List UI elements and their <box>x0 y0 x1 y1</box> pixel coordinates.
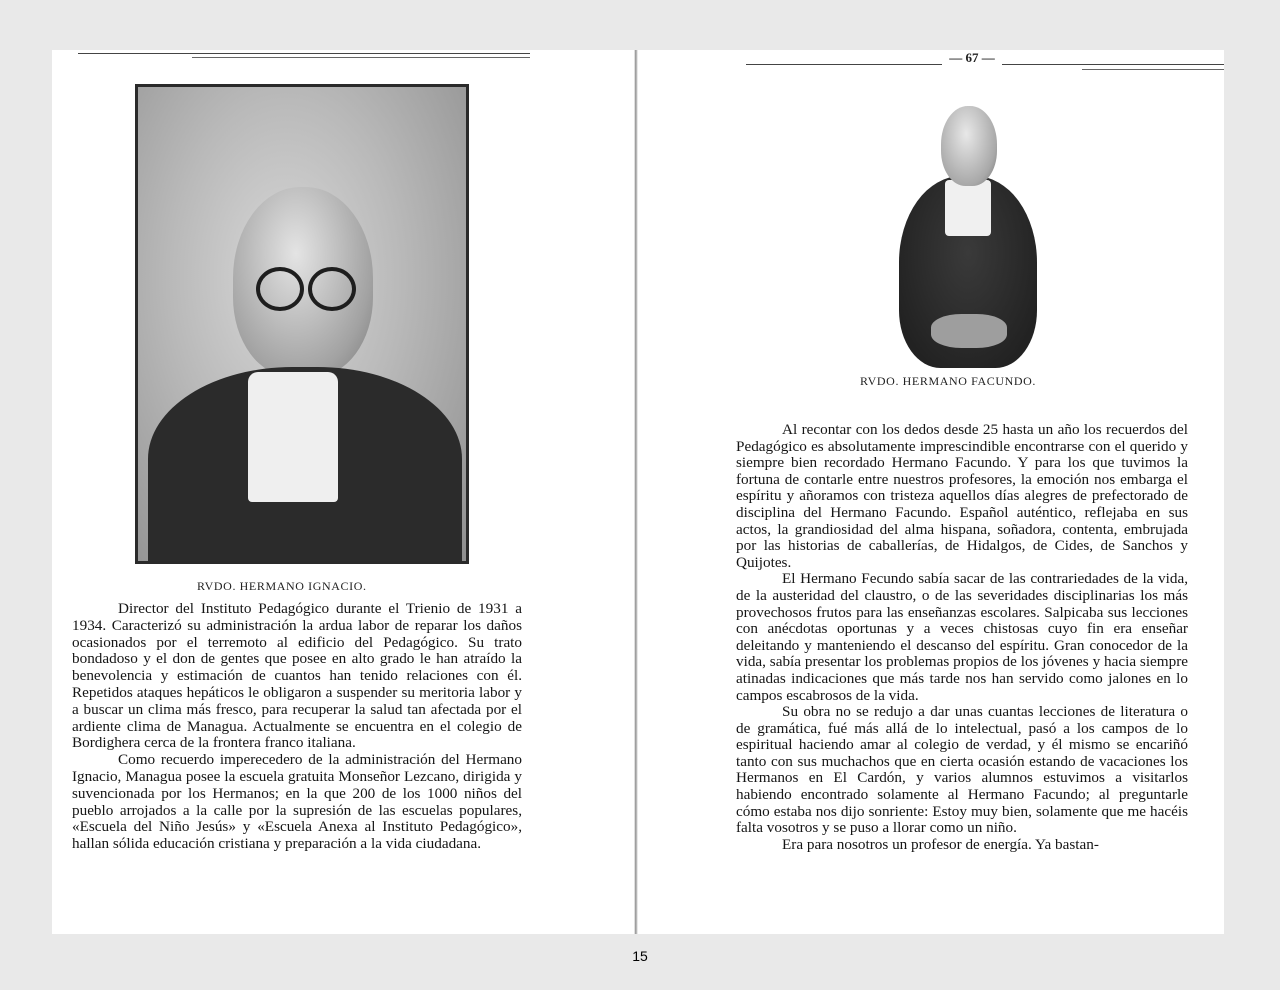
portrait-collar <box>945 180 991 236</box>
left-paragraph-1: Director del Instituto Pedagógico durante el Trienio de 1931 a 1934. Caracterizó su administración la ardua labor de reparar los daños ocasionados por el terremoto al edificio del Pedagógico. Su trato bondadoso y el don de gentes que posee en alto grado le han atraído la benevolencia y estimación de cuantos han tenido relaciones con él. Repetidos ataques hepáticos le obligaron a suspender su meritoria labor y a buscar un clima más fresco, para recuperar la salud tan afectada por el ardiente clima de Managua. Actualmente se encuentra en el colegio de Bordighera cerca de la frontera franco italiana. <box>72 600 522 752</box>
left-top-rule <box>78 53 530 54</box>
footer-page-number: 15 <box>632 948 648 964</box>
book-gutter <box>634 50 638 934</box>
right-paragraph-1: Al recontar con los dedos desde 25 hasta un año los recuerdos del Pedagógico es absolutamente imprescindible encontrarse con el querido y siempre bien recordado Hermano Facundo. Y para los que tuvimos la fortuna de contarle entre nuestros profesores, la emoción nos embarga el espíritu y añoramos con tristeza aquellos días alegres de prefectorado de disciplina del Hermano Facundo. Español auténtico, reflejaba en sus actos, la grandiosidad del alma hispana, soñadora, contenta, embrujada por las historias de caballerías, de Hidalgos, de Cides, de Sanchos y Quijotes. <box>736 421 1188 571</box>
portrait-hermano-facundo <box>897 106 1039 368</box>
right-caption: RVDO. HERMANO FACUNDO. <box>860 374 1037 388</box>
right-top-rule-2 <box>1082 69 1224 70</box>
right-paragraph-4: Era para nosotros un profesor de energía. Ya bastan- <box>782 835 1099 853</box>
left-body-text <box>72 601 522 853</box>
left-top-rule-2 <box>192 57 530 58</box>
glasses-left-lens <box>256 267 304 311</box>
glasses-right-lens <box>308 267 356 311</box>
right-paragraph-2: El Hermano Fecundo sabía sacar de las contrariedades de la vida, de la austeridad del claustro, o de las severidades disciplinarias los más provechosos frutos para las enseñanzas escolares. Salpicaba sus lecciones con anécdotas oportunas y a veces chistosas cuyo fin era enseñar deleitando y manteniendo el descanso del espíritu. Gran conocedor de la vida, sabía presentar los problemas propios de los jóvenes y hacia siempre atinadas indicaciones que más tarde nos han servido como jalones en lo campos escabrosos de la vida. <box>736 570 1188 704</box>
left-caption: RVDO. HERMANO IGNACIO. <box>197 579 367 593</box>
portrait-head <box>941 106 997 186</box>
portrait-hands <box>931 314 1007 348</box>
right-body-text <box>736 422 1188 853</box>
portrait-hermano-ignacio <box>135 84 469 564</box>
page-number-67: — 67 — <box>942 50 1002 66</box>
scanned-spread <box>52 50 1224 934</box>
portrait-collar <box>248 372 338 502</box>
right-paragraph-3: Su obra no se redujo a dar unas cuantas lecciones de literatura o de gramática, fué más allá de lo intelectual, pasó a los campos de lo espiritual haciendo amar al colegio de verdad, y él mismo se encariñó tanto con sus muchachos que en cierta ocasión estando de vacaciones los Hermanos en El Cardón, y varios alumnos estuvimos a visitarlos habiendo encontrado solamente al Hermano Facundo; al preguntarle cómo estaba nos dijo sonriente: Estoy muy bien, solamente que me hacéis falta vosotros y se puso a llorar como un niño. <box>736 703 1188 837</box>
left-paragraph-2: Como recuerdo imperecedero de la administración del Hermano Ignacio, Managua posee la escuela gratuita Monseñor Lezcano, dirigida y suvencionada por los Hermanos; en la que 200 de los 1000 niños del pueblo arrojados a la calle por la supresión de las escuelas populares, «Escuela del Niño Jesús» y «Escuela Anexa al Instituto Pedagógico», hallan sólida educación cristiana y preparación a la vida ciudadana. <box>72 751 522 853</box>
